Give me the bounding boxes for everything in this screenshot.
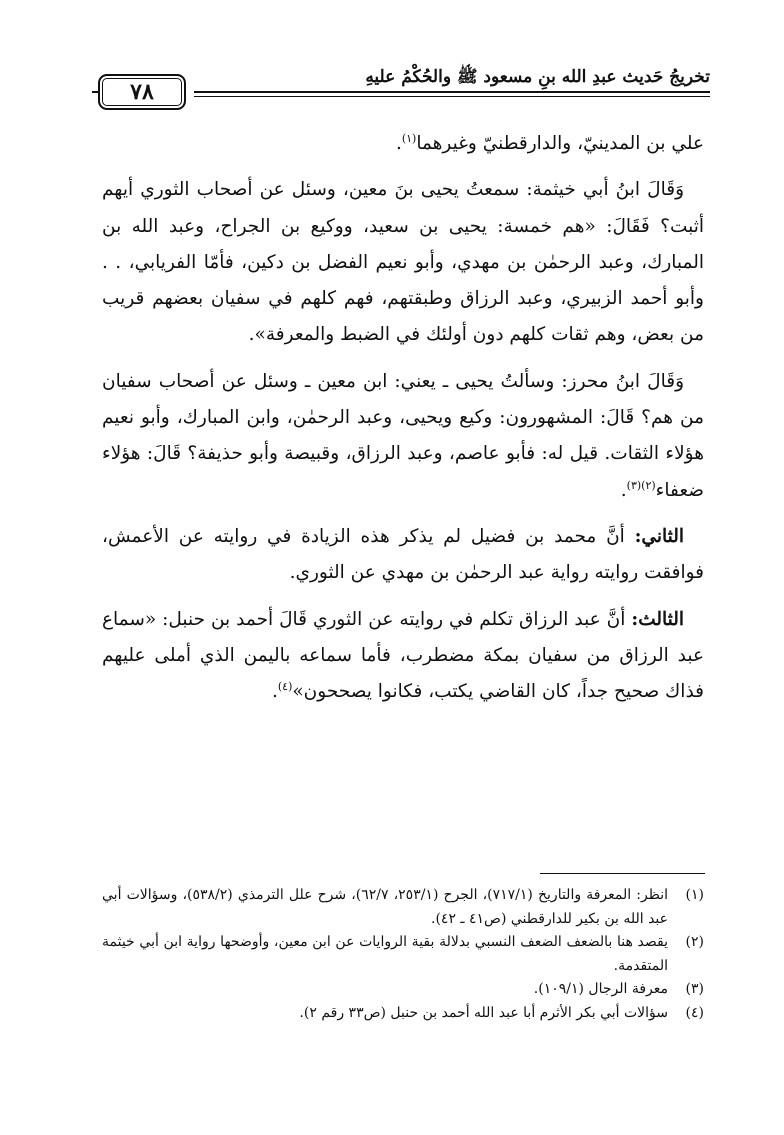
- paragraph-text: وَقَالَ ابنُ أبي خيثمة: سمعتُ يحيى بنَ معين، وسئل عن أصحاب الثوري أيهم أثبت؟ فَقَالَ: «هم خمسة: يحيى بن سعيد، ووكيع بن الجراح، وعبد الله بن المبارك، وعبد الرحمٰن بن مهدي، وأبو نعيم الفضل بن دكين، فأمّا الفريابي، . . وأبو أحمد الزبيري، وعبد الرزاق وطبقتهم، فهم كلهم في سفيان بعضهم قريب من بعض، وهم ثقات كلهم دون أولئك في الضبط والمعرفة»: [102, 179, 704, 346]
- paragraph-text: أنَّ عبد الرزاق تكلم في روايته عن الثوري قَالَ أحمد بن حنبل: «سماع عبد الرزاق من سفيان بمكة مضطرب، فأما سماعه باليمن الذي أملى عليهم فذاك صحيح جداً، كان القاضي يكتب، فكانوا يصححون»: [102, 608, 704, 703]
- paragraph-lead: الثالث:: [631, 608, 684, 630]
- paragraph: [102, 602, 704, 711]
- footnote: [102, 931, 704, 978]
- footnote-ref[interactable]: (٢)(٣): [626, 478, 656, 492]
- footnote-text: انظر: المعرفة والتاريخ (٧١٧/١)، الجرح (٢٥٣/١، ٦٢/٧)، شرح علل الترمذي (٥٣٨/٢)، وسؤالات أبي عبد الله بن بكير للدارقطني (ص٤١ ـ ٤٢).: [102, 887, 668, 927]
- paragraph-tail: .: [248, 324, 255, 346]
- paragraph-text: أنَّ محمد بن فضيل لم يذكر هذه الزيادة في روايته عن الأعمش، فوافقت روايته رواية عبد الرحمٰن بن مهدي عن الثوري: [102, 525, 704, 584]
- footnote: [102, 884, 704, 931]
- paragraph: [102, 364, 704, 509]
- footnote-number: (٢): [685, 934, 704, 950]
- header-rule: [194, 91, 710, 93]
- paragraph-tail: .: [620, 479, 627, 501]
- page-number: ٧٨: [98, 74, 186, 110]
- running-title: تخريجُ حَديث عبدِ الله بنِ مسعود ﷺ والحُكْمُ عليهِ: [365, 67, 710, 87]
- paragraph-tail: .: [289, 562, 296, 584]
- footnote-ref[interactable]: (٤): [277, 680, 293, 693]
- footnote-text: يقصد هنا بالضعف الضعف النسبي بدلالة بقية الروايات عن ابن معين، وأوضحها رواية ابن أبي خيثمة المتقدمة.: [102, 934, 668, 974]
- paragraph-lead: الثاني:: [634, 525, 684, 547]
- footnote-text: معرفة الرجال (١٠٩/١).: [533, 981, 668, 997]
- paragraph-tail: .: [395, 133, 402, 154]
- paragraph-tail: .: [271, 681, 278, 703]
- paragraph: [102, 172, 704, 353]
- footnote-ref[interactable]: (١): [401, 131, 417, 145]
- main-text: [102, 126, 704, 720]
- footnote-number: (٣): [685, 981, 704, 997]
- page-header: [98, 64, 710, 108]
- footnote-text: سؤالات أبي بكر الأثرم أبا عبد الله أحمد بن حنبل (ص٣٣ رقم ٢).: [299, 1004, 668, 1021]
- footnote-number: (٤): [685, 1004, 704, 1021]
- paragraph-text: علي بن المدينيّ، والدارقطنيّ وغيرهما: [416, 133, 704, 154]
- paragraph: [102, 126, 704, 162]
- footnote: [102, 978, 704, 1002]
- footnote: [102, 1002, 704, 1026]
- paragraph-text: وَقَالَ ابنُ محرز: وسألتُ يحيى ـ يعني: ابن معين ـ وسئل عن أصحاب سفيان من هم؟ قَالَ: المشهورون: وكيع ويحيى، وعبد الرحمٰن، وابن المبارك، وأبو نعيم هؤلاء الثقات. قيل له: فأبو عاصم، وعبد الرزاق، وقبيصة وأبو حذيفة؟ قَالَ: هؤلاء ضعفاء: [102, 370, 704, 501]
- footnotes: [102, 884, 704, 1025]
- header-rule-thin: [194, 96, 710, 97]
- footnote-number: (١): [685, 887, 704, 903]
- paragraph: [102, 519, 704, 592]
- footnote-separator: [540, 873, 705, 874]
